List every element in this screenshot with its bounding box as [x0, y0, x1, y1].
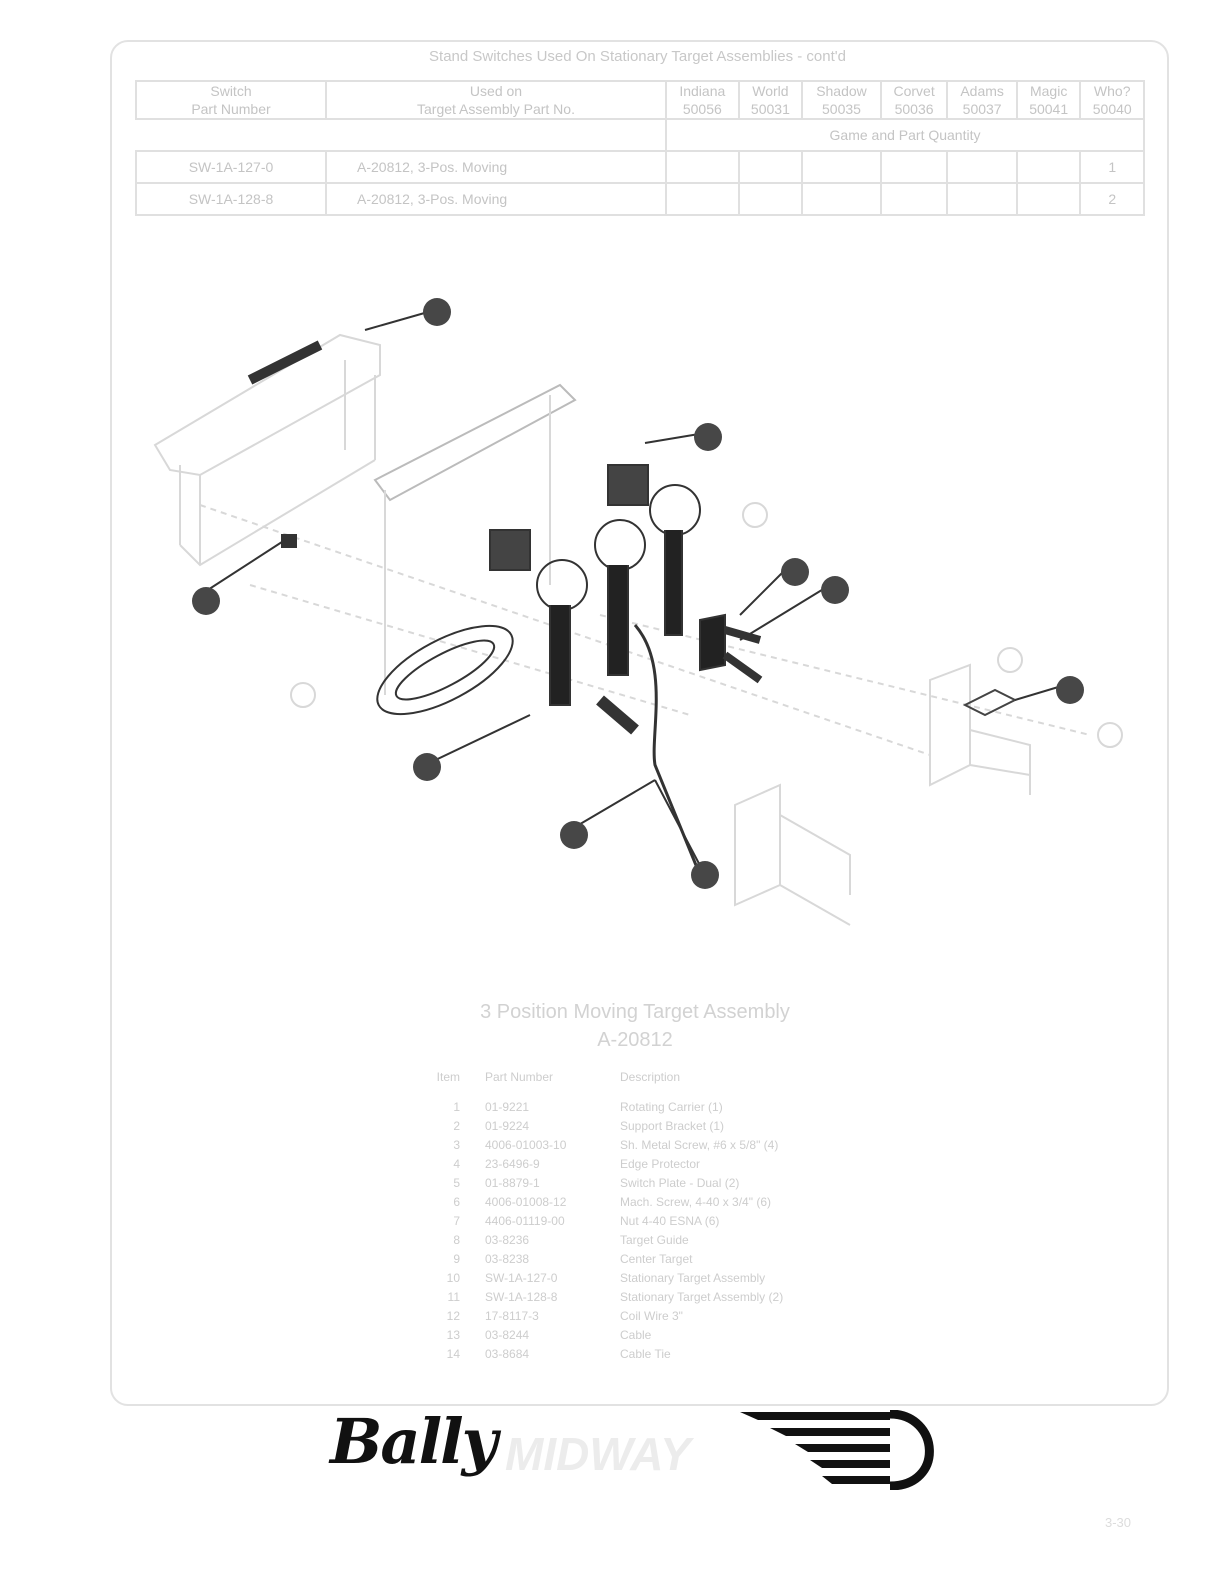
header-game: Shadow 50035 — [802, 81, 881, 119]
header-game: Indiana 50056 — [666, 81, 739, 119]
qty-cell — [666, 183, 739, 215]
header-game: Corvet 50036 — [881, 81, 948, 119]
callout-dot — [691, 861, 719, 889]
callout-ring — [743, 503, 767, 527]
callout-dot — [192, 587, 220, 615]
switch-table-title: Stand Switches Used On Stationary Target Assemblies - cont'd — [429, 48, 846, 65]
switch-part: SW-1A-128-8 — [136, 183, 326, 215]
header-switch: Switch Part Number — [136, 81, 326, 119]
switch-part: SW-1A-127-0 — [136, 151, 326, 183]
header-used-on: Used on Target Assembly Part No. — [326, 81, 666, 119]
qty-cell — [802, 183, 881, 215]
callout-ring — [998, 648, 1022, 672]
callout-dot — [694, 423, 722, 451]
callout-dot — [560, 821, 588, 849]
qty-cell — [739, 183, 803, 215]
callout-dot — [781, 558, 809, 586]
header-game: World 50031 — [739, 81, 803, 119]
callout-dot — [413, 753, 441, 781]
assembly-title: 3 Position Moving Target Assembly A-20812 — [300, 998, 970, 1054]
dark-linework — [200, 310, 1065, 875]
qty-cell — [881, 151, 948, 183]
bally-wordmark: Bally — [330, 1405, 496, 1478]
qty-cell — [947, 183, 1017, 215]
table-row — [136, 151, 1144, 183]
used-on: A-20812, 3-Pos. Moving — [326, 151, 666, 183]
midway-speed-logo-icon — [740, 1410, 940, 1490]
qty-cell: 1 — [1080, 151, 1144, 183]
qty-cell — [739, 151, 803, 183]
qty-cell — [1017, 151, 1081, 183]
callout-ring — [291, 683, 315, 707]
target-left — [537, 560, 587, 610]
games-caption-row — [136, 119, 1144, 151]
table-row — [136, 183, 1144, 215]
callout-dots — [192, 298, 1084, 889]
used-on: A-20812, 3-Pos. Moving — [326, 183, 666, 215]
callout-dot — [423, 298, 451, 326]
callout-dot — [821, 576, 849, 604]
switch-table-header — [136, 81, 1144, 119]
header-game: Who? 50040 — [1080, 81, 1144, 119]
exploded-assembly-drawing — [130, 285, 1130, 935]
qty-cell — [1017, 183, 1081, 215]
switch-table — [135, 80, 1145, 216]
callout-dot — [1056, 676, 1084, 704]
target-center — [595, 520, 645, 570]
callout-ring — [1098, 723, 1122, 747]
qty-cell — [666, 151, 739, 183]
midway-wordmark: MIDWAY — [505, 1428, 691, 1480]
assembly-part-number: A-20812 — [597, 1029, 673, 1051]
qty-cell — [947, 151, 1017, 183]
target-right — [650, 485, 700, 535]
qty-cell — [881, 183, 948, 215]
games-caption: Game and Part Quantity — [666, 119, 1144, 151]
switch-block — [490, 530, 530, 570]
header-game: Magic 50041 — [1017, 81, 1081, 119]
switch-block — [608, 465, 648, 505]
qty-cell — [802, 151, 881, 183]
qty-cell: 2 — [1080, 183, 1144, 215]
header-game: Adams 50037 — [947, 81, 1017, 119]
page-number: 3-30 — [1105, 1515, 1132, 1530]
